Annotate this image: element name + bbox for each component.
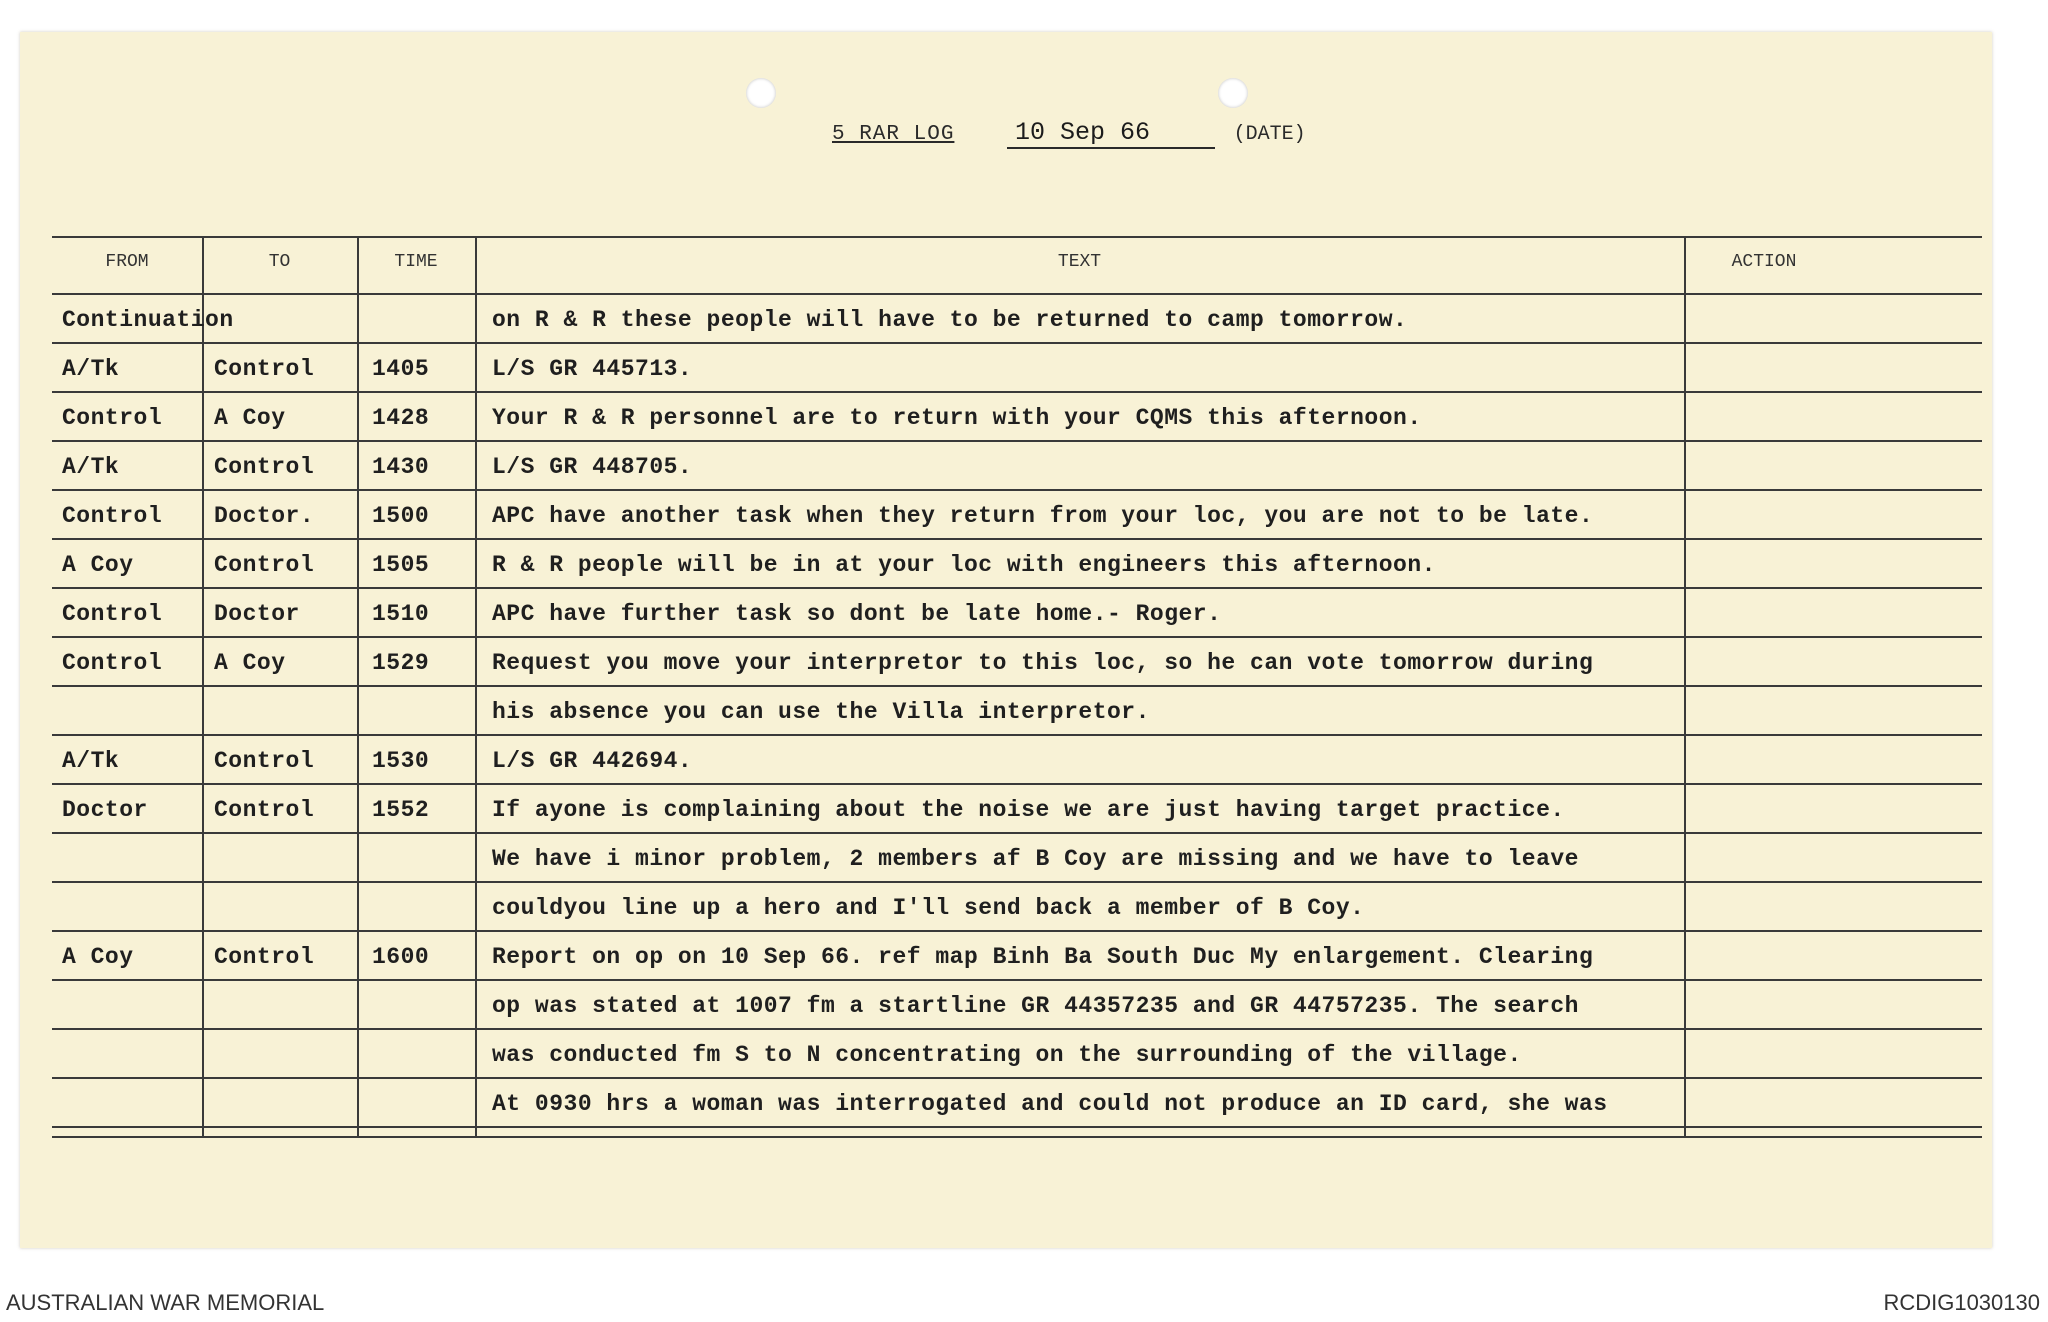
entry-from: Control [62,503,163,529]
row-divider [52,832,1982,834]
row-divider [52,979,1982,981]
entry-text: L/S GR 442694. [492,748,693,774]
entry-from: Continuation [62,307,234,333]
entry-to: Doctor [214,601,300,627]
row-divider [52,538,1982,540]
entry-text: op was stated at 1007 fm a startline GR 44357235 and GR 44757235. The search [492,993,1579,1019]
row-divider [52,930,1982,932]
entry-to: Control [214,748,315,774]
row-divider [52,391,1982,393]
row-divider [52,342,1982,344]
entry-to: Control [214,454,315,480]
row-divider [52,489,1982,491]
row-divider [52,1028,1982,1030]
entry-text: At 0930 hrs a woman was interrogated and could not produce an ID card, she was [492,1091,1608,1117]
entry-text: Request you move your interpretor to this loc, so he can vote tomorrow during [492,650,1594,676]
entry-text: his absence you can use the Villa interpretor. [492,699,1150,725]
entry-text: Report on op on 10 Sep 66. ref map Binh Ba South Duc My enlargement. Clearing [492,944,1594,970]
row-divider [52,881,1982,883]
entry-from: A Coy [62,552,134,578]
entry-to: Control [214,944,315,970]
entry-text: R & R people will be in at your loc with engineers this afternoon. [492,552,1436,578]
column-divider [357,238,359,1136]
entry-to: Doctor. [214,503,315,529]
entry-text: on R & R these people will have to be returned to camp tomorrow. [492,307,1408,333]
row-divider [52,734,1982,736]
column-divider [1684,238,1686,1136]
log-table [52,236,1982,1138]
column-header-to: TO [268,252,291,272]
entry-from: Control [62,405,163,431]
entry-text: APC have further task so dont be late home.- Roger. [492,601,1222,627]
entry-text: was conducted fm S to N concentrating on the surrounding of the village. [492,1042,1522,1068]
entry-time: 1428 [372,405,430,431]
footer-reference-id: RCDIG1030130 [1883,1290,2040,1315]
column-divider [202,238,204,1136]
entry-time: 1510 [372,601,430,627]
entry-to: A Coy [214,405,286,431]
column-header-text: TEXT [1057,252,1102,272]
entry-to: Control [214,552,315,578]
entry-text: Your R & R personnel are to return with your CQMS this afternoon. [492,405,1422,431]
entry-time: 1552 [372,797,430,823]
entry-from: Doctor [62,797,148,823]
log-header [832,118,1306,149]
entry-from: Control [62,650,163,676]
punch-hole [746,78,776,108]
row-divider [52,636,1982,638]
entry-to: Control [214,797,315,823]
row-divider [52,293,1982,295]
log-date: 10 Sep 66 [1007,118,1215,149]
footer-archive-name: AUSTRALIAN WAR MEMORIAL [6,1290,325,1315]
entry-text: L/S GR 448705. [492,454,693,480]
entry-to: A Coy [214,650,286,676]
column-header-action: ACTION [1731,252,1797,272]
entry-time: 1430 [372,454,430,480]
entry-from: A/Tk [62,356,120,382]
entry-time: 1405 [372,356,430,382]
entry-time: 1530 [372,748,430,774]
entry-text: We have i minor problem, 2 members af B Coy are missing and we have to leave [492,846,1579,872]
date-label: (DATE) [1233,123,1306,146]
entry-from: A/Tk [62,748,120,774]
punch-hole [1218,78,1248,108]
entry-time: 1500 [372,503,430,529]
row-divider [52,783,1982,785]
column-header-time: TIME [394,252,438,272]
row-divider [52,1077,1982,1079]
row-divider [52,587,1982,589]
entry-to: Control [214,356,315,382]
entry-text: couldyou line up a hero and I'll send back a member of B Coy. [492,895,1365,921]
entry-text: L/S GR 445713. [492,356,693,382]
entry-from: Control [62,601,163,627]
entry-text: APC have another task when they return from your loc, you are not to be late. [492,503,1594,529]
entry-time: 1505 [372,552,430,578]
row-divider [52,685,1982,687]
entry-time: 1529 [372,650,430,676]
column-divider [475,238,477,1136]
entry-from: A Coy [62,944,134,970]
log-name: 5 RAR LOG [832,123,955,146]
entry-text: If ayone is complaining about the noise we are just having target practice. [492,797,1565,823]
row-divider [52,1126,1982,1128]
column-header-from: FROM [105,252,149,272]
entry-time: 1600 [372,944,430,970]
entry-from: A/Tk [62,454,120,480]
row-divider [52,440,1982,442]
